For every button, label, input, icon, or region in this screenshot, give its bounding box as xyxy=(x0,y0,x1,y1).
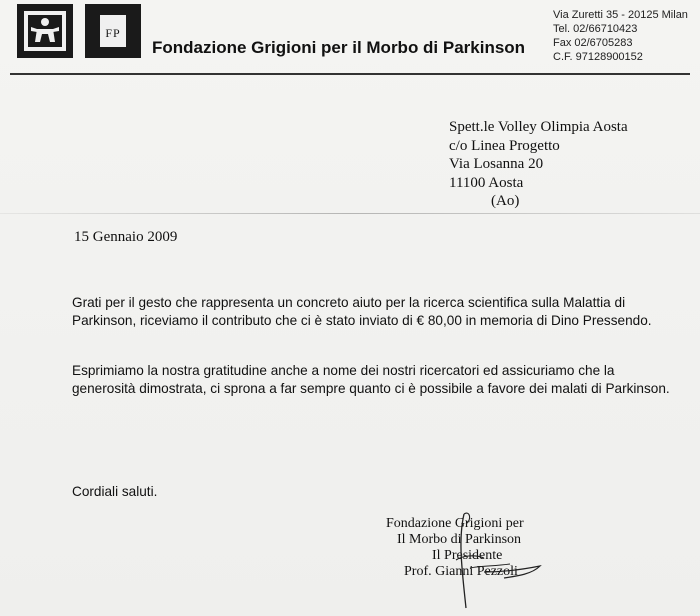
letter-date: 15 Gennaio 2009 xyxy=(74,229,178,245)
fp-monogram-logo-icon xyxy=(85,4,141,58)
signature-line: Il Morbo di Parkinson xyxy=(397,532,522,547)
body-paragraph: Grati per il gesto che rappresenta un concreto aiuto per la ricerca scientifica sulla Malattia di Parkinson, riceviamo il contributo che ci è stato inviato di € 80,00 in memoria di Dino Pressendo. xyxy=(72,295,652,328)
paper-fold-line xyxy=(0,213,700,214)
signature-line: Il Presidente xyxy=(432,548,503,563)
foundation-logo-figure-icon xyxy=(17,4,73,58)
svg-text:FP: FP xyxy=(105,26,121,40)
closing-salutation: Cordiali saluti. xyxy=(72,484,158,499)
signature-block xyxy=(386,516,524,580)
telephone-line: Tel. 02/66710423 xyxy=(553,23,638,35)
address-line: Via Zuretti 35 - 20125 Milan xyxy=(553,9,688,21)
header-divider xyxy=(10,73,690,75)
signature-line: Prof. Gianni Pezzoli xyxy=(404,564,518,579)
recipient-line: (Ao) xyxy=(491,193,520,209)
recipient-address xyxy=(449,118,628,211)
fax-line: Fax 02/6705283 xyxy=(553,37,633,49)
recipient-line: Spett.le Volley Olimpia Aosta xyxy=(449,119,628,135)
organization-title: Fondazione Grigioni per il Morbo di Parkinson xyxy=(152,38,526,57)
recipient-line: Via Losanna 20 xyxy=(449,156,544,172)
contact-block xyxy=(553,8,688,64)
body-paragraph: Esprimiamo la nostra gratitudine anche a nome dei nostri ricercatori ed assicuriamo che la generosità dimostrata, ci sprona a far sempre quanto ci è possibile a favore dei malati di Parkinson. xyxy=(72,363,670,396)
recipient-line: c/o Linea Progetto xyxy=(449,137,560,154)
signature-line: Fondazione Grigioni per xyxy=(386,516,524,531)
recipient-line: 11100 Aosta xyxy=(449,174,524,191)
tax-code-line: C.F. 97128900152 xyxy=(553,51,643,63)
